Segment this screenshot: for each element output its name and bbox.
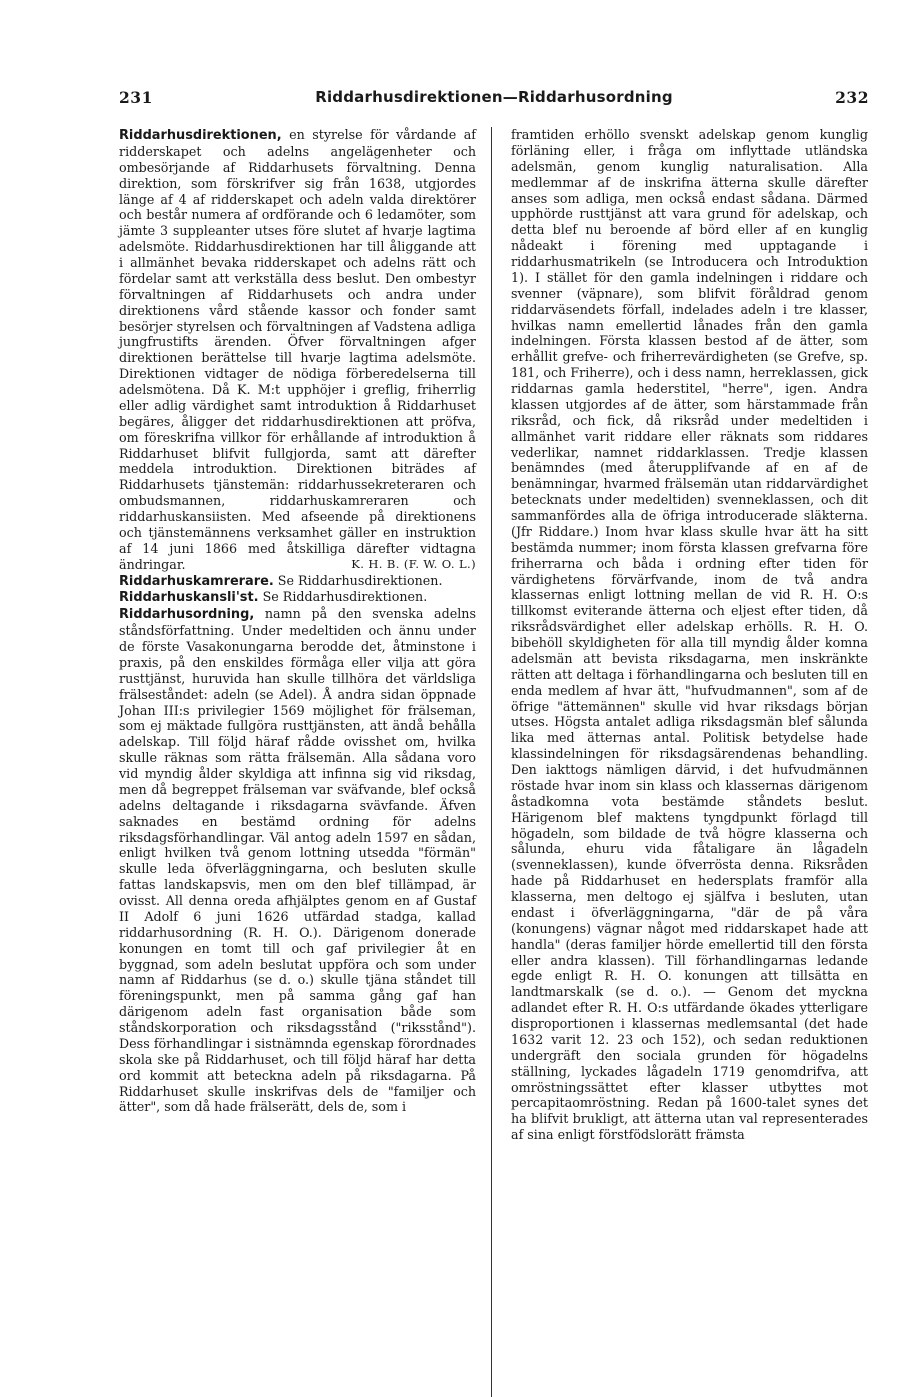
entry-headword: Riddarhusdirektionen, (119, 128, 282, 143)
entry-body: Se Riddarhusdirektionen. (258, 589, 428, 605)
entry-riddarhusdirektionen (119, 127, 476, 573)
right-column (511, 127, 868, 1143)
entry-body: en styrelse för vårdande af ridderskapet och adelns angelägenheter och ombesörjande af Riddarhusets förvaltning. Denna direktion, som förskrifver sig från 1638, utgjordes länge af 4 af ridderskapet och adeln valda direktörer och består numera af ordförande och 6 ledamöter, som jämte 3 suppleanter utses före slutet af hvarje lagtima adelsmöte. Riddarhusdirektionen har till åliggande att i allmänhet bevaka ridderskapet och adelns rätt och fördelar samt att verkställa dess beslut. Den ombestyr förvaltningen af Riddarhusets och andra under direktionens vård stående kassor och fonder samt besörjer styrelsen och förvaltningen af Vadstena adliga jungfrustifts ärenden. Öfver förvaltningen afger direktionen berättelse till hvarje lagtima adelsmöte. Direktionen vidtager de nödiga förberedelserna till adelsmötena. Då K. M:t upphöjer i greflig, friherrlig eller adlig värdighet samt introduktion å Riddarhuset begäres, åligger det riddarhusdirektionen att pröfva, om föreskrifna villkor för erhållande af introduktion å Riddarhuset blifvit fullgjorda, samt att därefter meddela introduktion. Direktionen biträdes af Riddarhusets tjänstemän: riddarhussekreteraren och ombudsmannen, riddarhuskamreraren och riddarhuskansiisten. Med afseende på direktionens och tjänstemännens verksamhet gäller en instruktion af 14 juni 1866 med åtskilliga därefter vidtagna ändringar. (119, 127, 476, 572)
page-number-right: 232 (835, 88, 869, 107)
entry-riddarhuskanslist (119, 589, 476, 606)
page-number-left: 231 (119, 88, 153, 107)
entry-riddarhuskamrerare (119, 573, 476, 590)
entry-body: Se Riddarhusdirektionen. (273, 572, 443, 588)
entry-body: namn på den svenska adelns ståndsförfattning. Under medeltiden och ännu under de förste Vasakonungarna berodde det, åtminstone i praxis, på den enskildes förmåga eller vilja att göra rusttjänst, huruvida han skulle tillhöra det världsliga frälseståndet: adeln (se Adel). Å andra sidan öppnade Johan III:s privilegier 1569 möjlighet för frälseman, som ej mäktade fullgöra rusttjänsten, att ändå behålla adelskap. Till följd häraf rådde ovisshet om, hvilka skulle räknas som rätta frälsemän. Alla sådana voro vid myndig ålder skyldiga att infinna sig vid riksdag, men då begreppet frälseman var sväfvande, blef också adelns deltagande i riksdagarna svävfande. Äfven saknades en bestämd ordning för adelns riksdagsförhandlingar. Väl antog adeln 1597 en sådan, enligt hvilken två genom lottning utsedda "förmän" skulle leda öfverläggningarna, och besluten skulle fattas landskapsvis, men om den blef tillämpad, är ovisst. All denna oreda afhjälptes genom en af Gustaf II Adolf 6 juni 1626 utfärdad stadga, kallad riddarhusordning (R. H. O.). Därigenom donerade konungen en tomt till och gaf privilegier åt en byggnad, som adeln beslutat uppföra och som under namn af Riddarhus (se d. o.) skulle tjäna ståndet till föreningspunkt, men på samma gång gaf han därigenom adeln fast organisation både som ståndskorporation och riksdagsstånd ("riksstånd"). Dess förhandlingar i sistnämnda egenskap förordnades skola ske på Riddarhuset, och till följd häraf har detta ord kommit att beteckna adeln på riksdagarna. På Riddarhuset skulle inskrifvas dels de "familjer och ätter", som då hade frälserätt, dels de, som i (119, 606, 476, 1115)
entry-riddarhusordning (119, 606, 476, 1115)
running-title: Riddarhusdirektionen—Riddarhusordning (315, 88, 673, 106)
left-column (119, 127, 476, 1115)
entry-headword: Riddarhuskansli'st. (119, 590, 259, 606)
entry-riddarhusordning-continued: framtiden erhöllo svenskt adelskap genom kunglig förläning eller, i fråga om inflyttade utländska adelsmän, genom kunglig naturalisation. Alla medlemmar af de inskrifna ätterna skulle därefter anses som adliga, men också endast sådana. Därmed upphörde rusttjänst att vara grund för adelskap, och detta blef nu beroende af börd eller af en kunglig nådeakt i förening med upptagande i riddarhusmatrikeln (se Introducera och Introduktion 1). I stället för den gamla indelningen i riddare och svenner (väpnare), som blifvit föråldrad genom riddarväsendets förfall, indelades adeln i tre klasser, hvilkas namn emellertid lånades från den gamla indelningen. Första klassen bestod af de ätter, som erhållit grefve- och friherrevärdigheten (se Grefve, sp. 181, och Friherre), och i dess namn, herreklassen, gick riddarnas gamla hederstitel, "herre", igen. Andra klassen utgjordes af de ätter, som härstammade från riksråd, och fick, då riksråd under medeltiden i allmänhet varit riddare eller räknats som riddares vederlikar, namnet riddarklassen. Tredje klassen benämndes (med återupplifvande af en af de benämningar, hvarmed frälsemän utan riddarvärdighet betecknats under medeltiden) svenneklassen, och dit sammanfördes alla de öfriga introducerade släkterna. (Jfr Riddare.) Inom hvar klass skulle hvar ätt ha sitt bestämda nummer; inom första klassen grefvarna före friherrarna och båda i ordning efter tiden för värdighetens förvärfvande, inom de två andra klassernas enligt lottning mellan de vid R. H. O:s tillkomst eviterande ätterna och eljest efter tiden, då riksrådsvärdighet eller adelskap erhölls. R. H. O. bibehöll skyldigheten för alla till myndig ålder komna adelsmän att bevista riksdagarna, men inskränkte rätten att deltaga i förhandlingarna och besluten till en enda medlem af hvar ätt, "hufvudmannen", som af de öfrige "ättemännen" skulle vid hvar riksdags början utses. Högsta antalet adliga riksdagsmän blef sålunda lika med ätternas antal. Politisk betydelse hade klassindelningen för riksdagsärendenas behandling. Den iakttogs nämligen därvid, i det hufvudmännen röstade hvar inom sin klass och klassernas därigenom åstadkomna vota bestämde ståndets beslut. Härigenom blef maktens tyngdpunkt förlagd till högadeln, som bildade de två högre klasserna och sålunda, ehuru vida fåtaligare än lågadeln (svenneklassen), kunde öfverrösta denna. Riksråden hade på Riddarhuset en hedersplats framför alla klasserna, men deltogo ej själfva i besluten, utan endast i öfverläggningarna, "där de på våra (konungens) vägnar något med riddarskapet hade att handla" (deras familjer hörde emellertid till den första eller andra klassen). Till förhandlingarnas ledande egde enligt R. H. O. konungen att tillsätta en landtmarskalk (se d. o.). — Genom det myckna adlandet efter R. H. O:s utfärdande ökades ytterligare disproportionen i klassernas medlemsantal (det hade 1632 varit 12. 23 och 152), och sedan reduktionen undergräft den sociala grunden för högadelns ställning, lyckades lågadeln 1719 genomdrifva, att omröstningssättet efter klasser utbyttes mot percapitaomröstning. Redan på 1600-talet synes det ha blifvit brukligt, att ätterna utan val representerades af sina enligt förstfödslorätt främsta (511, 127, 868, 1143)
entry-headword: Riddarhusordning, (119, 607, 255, 623)
entry-headword: Riddarhuskamrerare. (119, 573, 274, 589)
column-divider (491, 127, 492, 1397)
author-signature: K. H. B. (F. W. O. L.) (351, 556, 476, 571)
page-header (119, 88, 869, 112)
